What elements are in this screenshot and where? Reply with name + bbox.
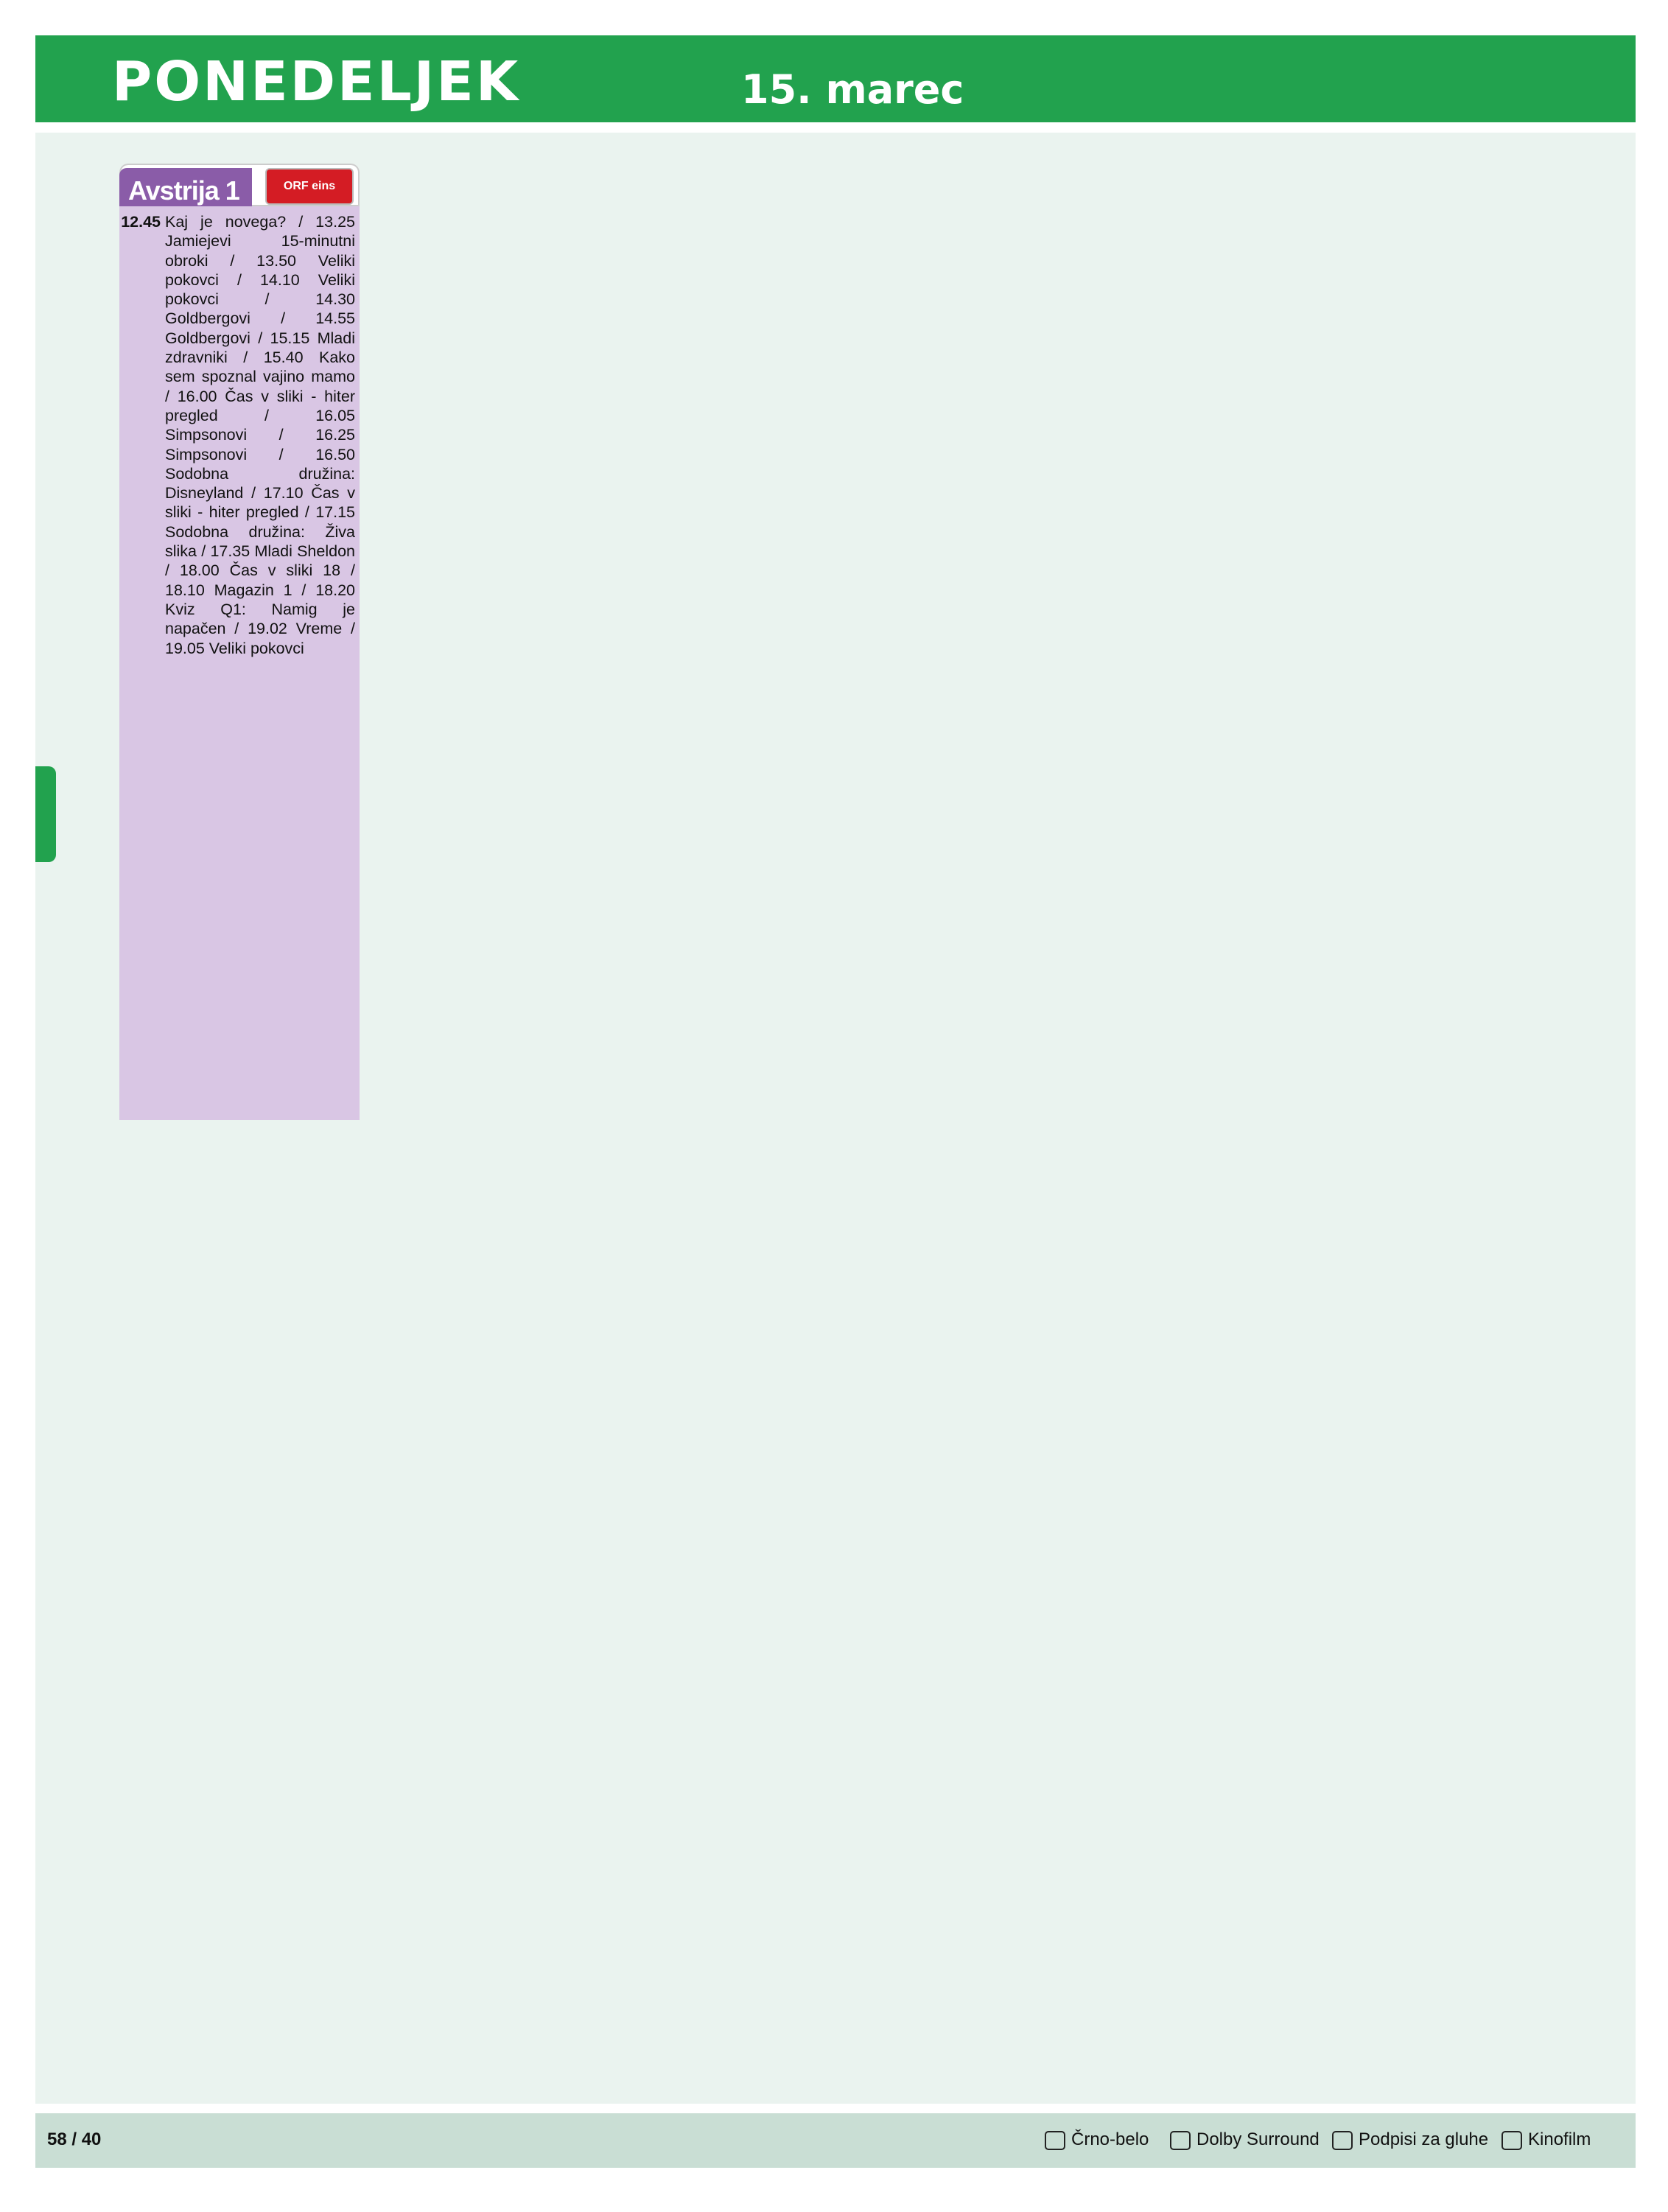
subtitles-icon xyxy=(1332,2131,1353,2150)
side-tab xyxy=(35,766,56,862)
channel-header xyxy=(119,164,360,206)
channel-band xyxy=(119,168,252,206)
start-time xyxy=(119,212,161,231)
title-bar xyxy=(35,35,1636,122)
film-icon xyxy=(1501,2131,1522,2150)
time: 12.45 xyxy=(121,213,161,231)
day-title: PONEDELJEK xyxy=(112,50,521,113)
bw-icon xyxy=(1045,2131,1065,2150)
legend-kinofilm: Kinofilm xyxy=(1501,2129,1591,2150)
daytime-listing xyxy=(119,212,360,657)
page-number: 58 / 40 xyxy=(47,2129,102,2149)
footer xyxy=(35,2113,1636,2168)
program-text: Kaj je novega? / 13.25 Jamiejevi 15-minutni obroki / 13.50 Veliki pokovci / 14.10 Veliki pokovci / 14.30 Goldbergovi / 14.55 Goldbergovi / 15.15 Mladi zdravniki / 15.40 Kako sem spoznal vajino mamo / 16.00 Čas v sliki - hiter pregled / 16.05 Simpsonovi / 16.25 Simpsonovi / 16.50 Sodobna družina: Disneyland / 17.10 Čas v sliki - hiter pregled / 17.15 Sodobna družina: Živa slika / 17.35 Mladi Sheldon / 18.00 Čas v sliki 18 / 18.10 Magazin 1 / 18.20 Kviz Q1: Namig je napačen / 19.02 Vreme / 19.05 Veliki pokovci xyxy=(165,213,355,657)
legend-bw: Črno-belo xyxy=(1045,2129,1149,2150)
legend-dolby: Dolby Surround xyxy=(1170,2129,1320,2150)
legend-subtitles: Podpisi za gluhe xyxy=(1332,2129,1488,2150)
channel-name: Avstrija 1 xyxy=(128,175,239,206)
date-title: 15. marec xyxy=(741,66,964,113)
dolby-icon xyxy=(1170,2131,1191,2150)
channel-logo-icon: ORF eins xyxy=(265,168,354,205)
